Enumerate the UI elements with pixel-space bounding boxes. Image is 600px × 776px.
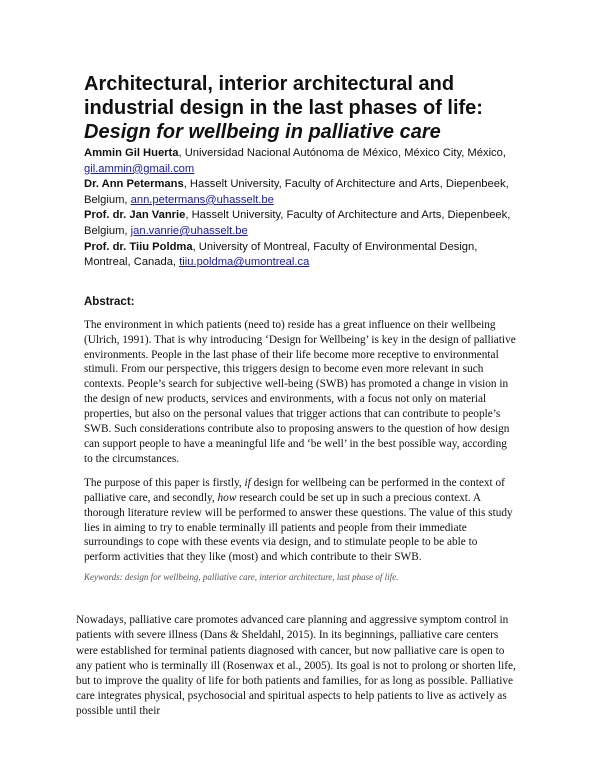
author-affiliation: , Universidad Nacional Autónoma de México, México City, México, <box>178 147 506 159</box>
paper-title <box>84 72 516 144</box>
title-line-2: industrial design in the last phases of life: <box>84 97 483 119</box>
author-email-link[interactable]: jan.vanrie@uhasselt.be <box>130 224 248 237</box>
author-name: Prof. dr. Tiiu Poldma <box>84 240 193 253</box>
abstract-heading: Abstract: <box>84 295 135 308</box>
abstract-text-segment: research could be set up in such a precious context. A thorough literature review will be performed to answer these questions. The value of this study lies in aiming to try to enable terminally ill patients and people from their immediate surroundings to cope with these events via design, and to stimulate people to be able to perform activities that they like (most) and which contribute to their SWB. <box>84 491 513 564</box>
author-entry <box>84 240 516 271</box>
title-line-3-subtitle: Design for wellbeing in palliative care <box>84 121 441 143</box>
abstract-emphasis-how: how <box>217 491 237 504</box>
title-line-1: Architectural, interior architectural and <box>84 73 455 95</box>
author-entry <box>84 208 516 239</box>
keywords-line: Keywords: design for wellbeing, palliative care, interior architecture, last phase of life. <box>84 572 399 583</box>
author-email-link[interactable]: ann.petermans@uhasselt.be <box>130 193 274 206</box>
author-email-link[interactable]: gil.ammin@gmail.com <box>84 162 195 175</box>
author-name: Ammin Gil Huerta <box>84 147 179 159</box>
author-list <box>84 146 516 271</box>
abstract-paragraph-1: The environment in which patients (need to) reside has a great influence on their wellbeing (Ulrich, 1991). That is why introducing ‘Design for Wellbeing’ is key in the design of palliative environments. People in the last phase of their life become more receptive to environmental stimuli. From our perspective, this triggers design to become even more relevant in such contexts. People’s search for subjective well-being (SWB) has promoted a change in vision in the design of new products, services and environments, with a focus not only on material properties, but also on the personal values that trigger actions that can contribute to people’s SWB. Such considerations contribute also to proposing answers to the question of how design can support people to have a meaningful life and ‘be well’ in the best possible way, according to the circumstances. <box>84 318 516 465</box>
author-name: Dr. Ann Petermans <box>84 178 184 191</box>
body-paragraph-1: Nowadays, palliative care promotes advanced care planning and aggressive symptom control in patients with severe illness (Dans & Sheldahl, 2015). In its beginnings, palliative care centers were established for terminal patients diagnosed with cancer, but now palliative care is open to any patient who is terminally ill (Rosenwax et al., 2005). Its goal is not to prolong or shorten life, but to improve the quality of life for both patients and families, for as long as possible. Palliative care integrates physical, psychosocial and spiritual aspects to help patients to live as actively as possible until their <box>76 614 516 718</box>
abstract-paragraph-2 <box>84 476 516 565</box>
author-email-link[interactable]: tiiu.poldma@umontreal.ca <box>179 256 310 269</box>
abstract-text-segment: The purpose of this paper is firstly, <box>84 476 245 489</box>
author-name: Prof. dr. Jan Vanrie <box>84 209 186 222</box>
author-affiliation: , Hasselt University, Faculty of Architecture and Arts, Diepenbeek, Belgium, <box>84 209 511 237</box>
author-affiliation: , Hasselt University, Faculty of Architecture and Arts, Diepenbeek, Belgium, <box>84 178 509 206</box>
author-entry <box>84 146 516 177</box>
abstract-emphasis-if: if <box>244 476 251 489</box>
author-affiliation: , University of Montreal, Faculty of Environmental Design, Montreal, Canada, <box>84 240 478 269</box>
abstract-text-segment: design for wellbeing can be performed in the context of palliative care, and secondly, <box>84 476 505 504</box>
author-entry <box>84 177 516 208</box>
